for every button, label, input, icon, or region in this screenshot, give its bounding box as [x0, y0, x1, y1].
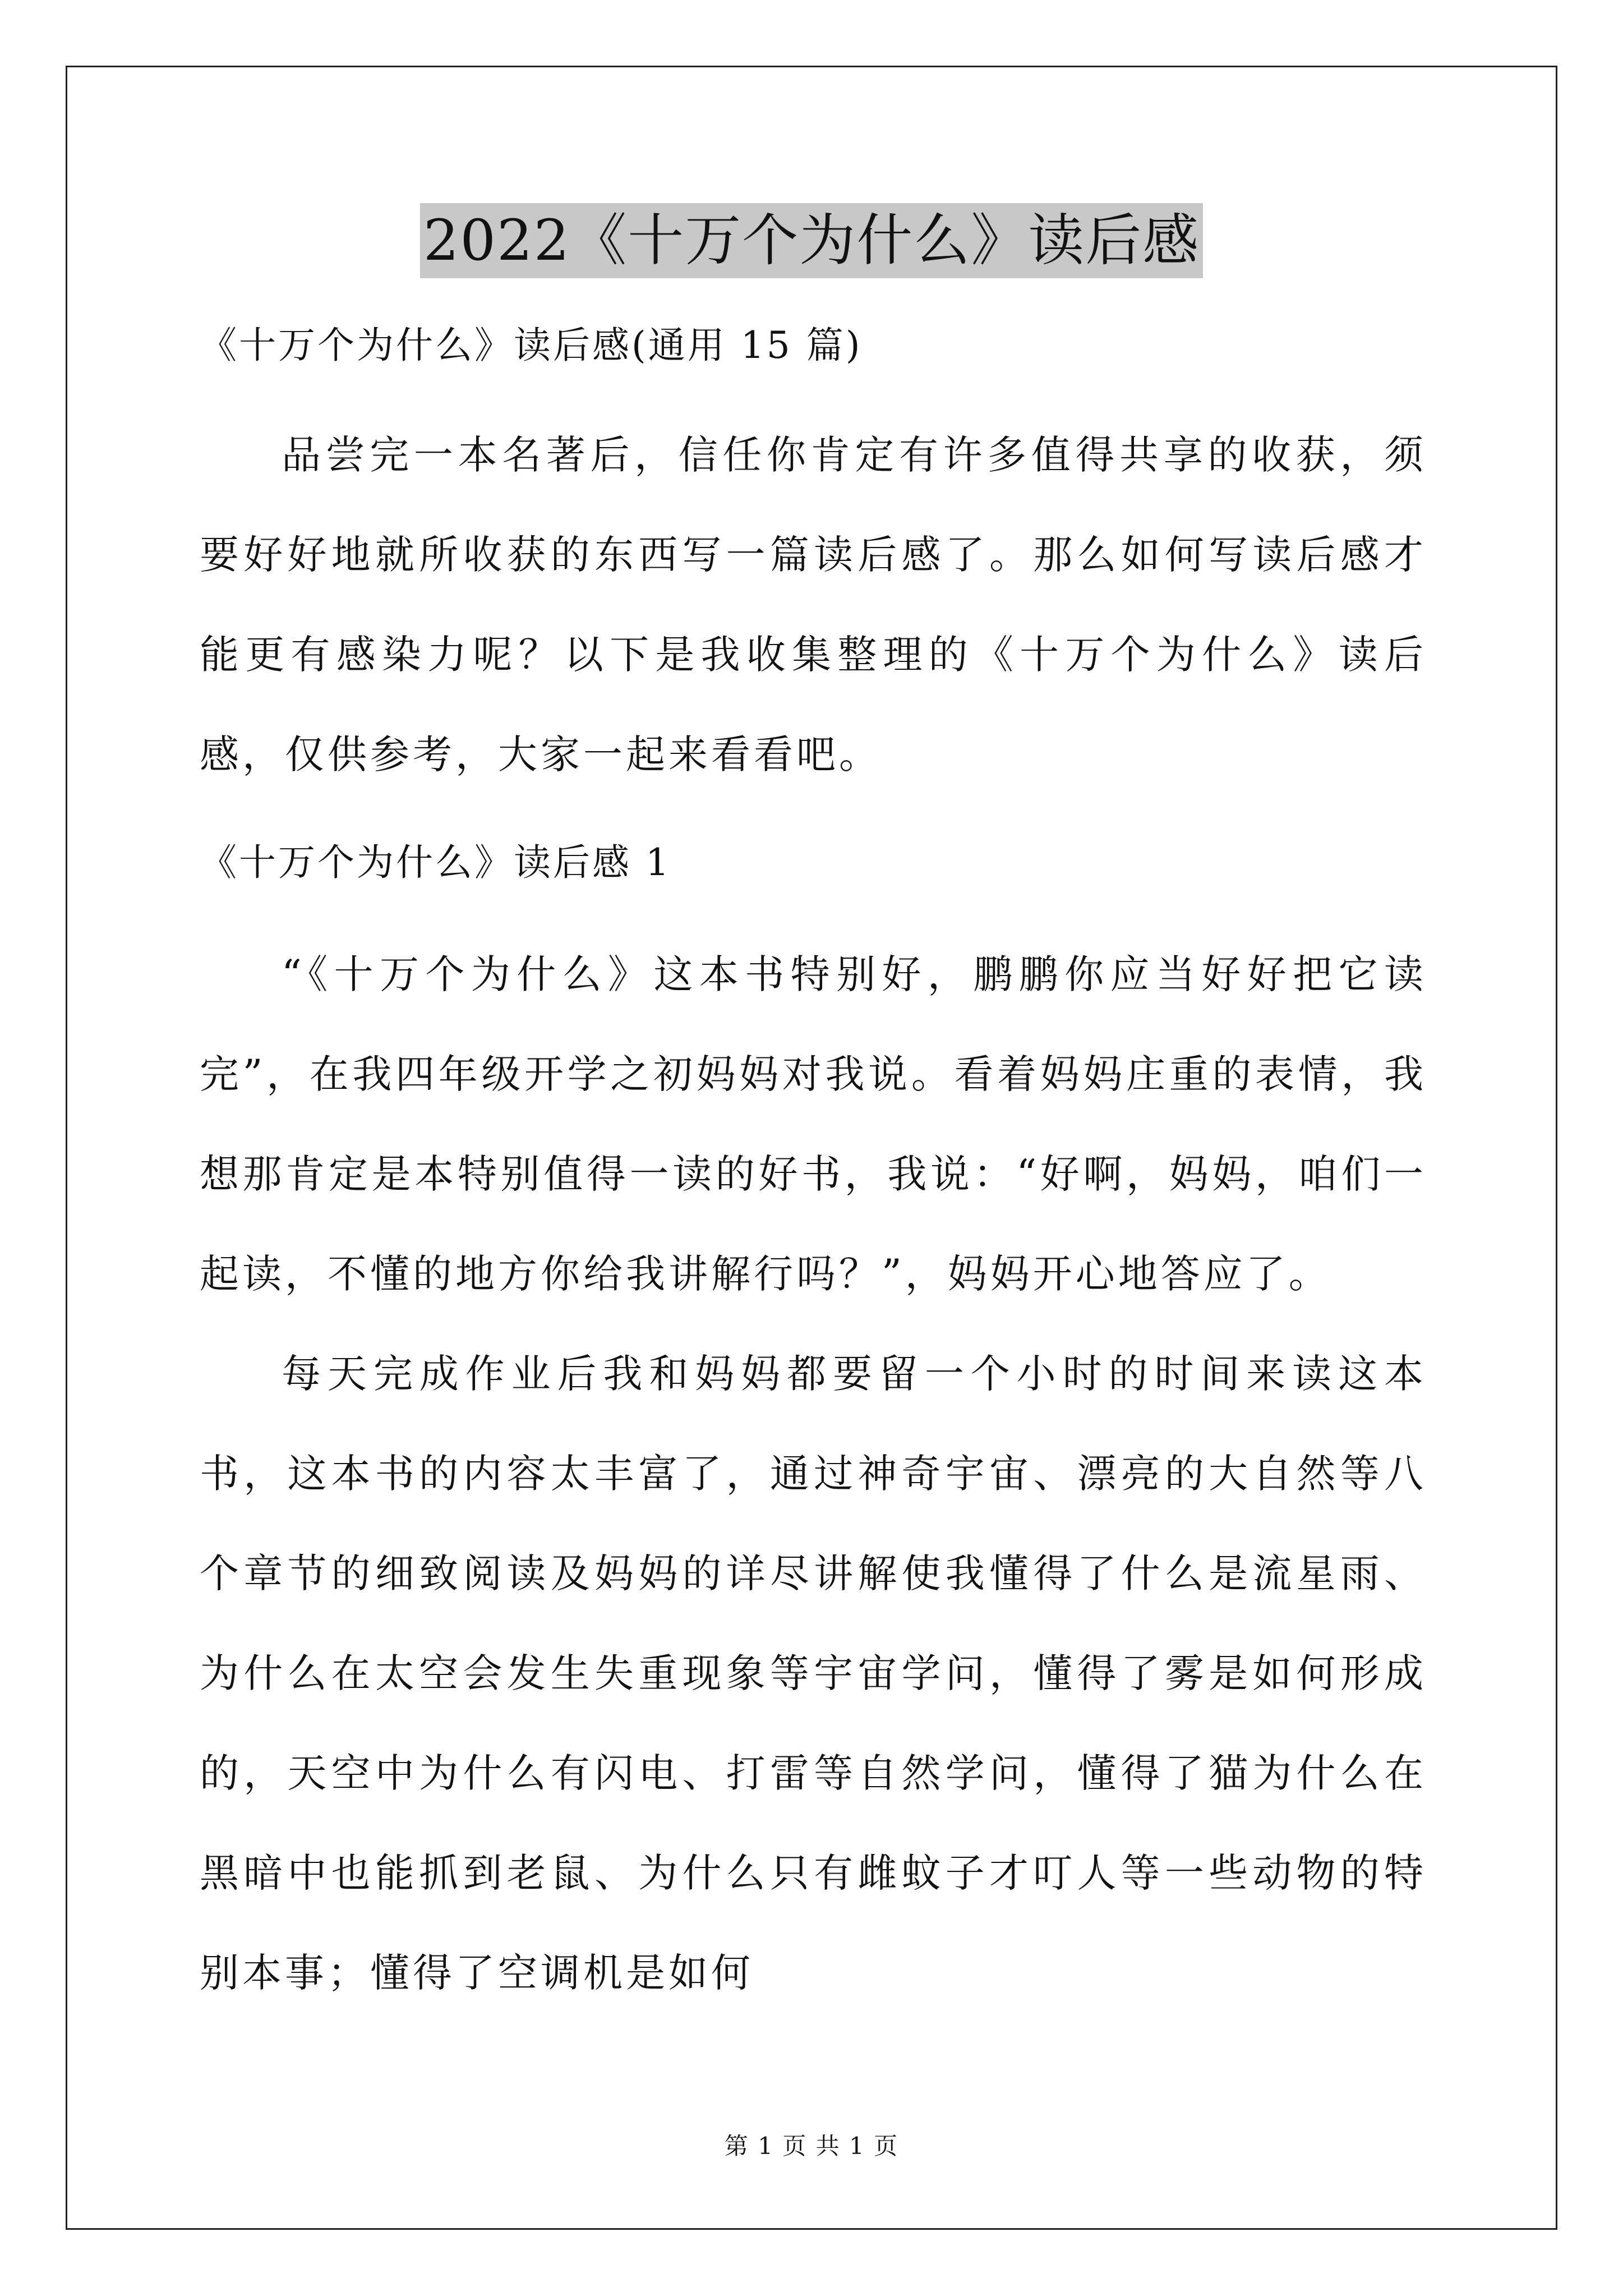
document-title: 2022《十万个为什么》读后感	[420, 203, 1204, 278]
document-subtitle: 《十万个为什么》读后感(通用 15 篇)	[200, 324, 863, 367]
section-heading: 《十万个为什么》读后感 1	[200, 841, 671, 884]
intro-paragraph: 品尝完一本名著后，信任你肯定有许多值得共享的收获，须要好好地就所收获的东西写一篇读后感了。那么如何写读后感才能更有感染力呢？以下是我收集整理的《十万个为什么》读后感，仅供参考，大家一起来看看吧。	[200, 432, 1427, 777]
title-container	[0, 203, 1623, 278]
document-body	[200, 303, 1427, 2023]
body-paragraph-2: 每天完成作业后我和妈妈都要留一个小时的时间来读这本书，这本书的内容太丰富了，通过神奇宇宙、漂亮的大自然等八个章节的细致阅读及妈妈的详尽讲解使我懂得了什么是流星雨、为什么在太空会发生失重现象等宇宙学问，懂得了雾是如何形成的，天空中为什么有闪电、打雷等自然学问，懂得了猫为什么在黑暗中也能抓到老鼠、为什么只有雌蚊子才叮人等一些动物的特别本事；懂得了空调机是如何	[200, 1351, 1427, 1996]
body-paragraph-1: “《十万个为什么》这本书特别好，鹏鹏你应当好好把它读完”，在我四年级开学之初妈妈对我说。看着妈妈庄重的表情，我想那肯定是本特别值得一读的好书，我说：“好啊，妈妈，咱们一起读，不懂的地方你给我讲解行吗？”，妈妈开心地答应了。	[200, 951, 1427, 1297]
page-footer: 第 1 页 共 1 页	[724, 2132, 899, 2160]
